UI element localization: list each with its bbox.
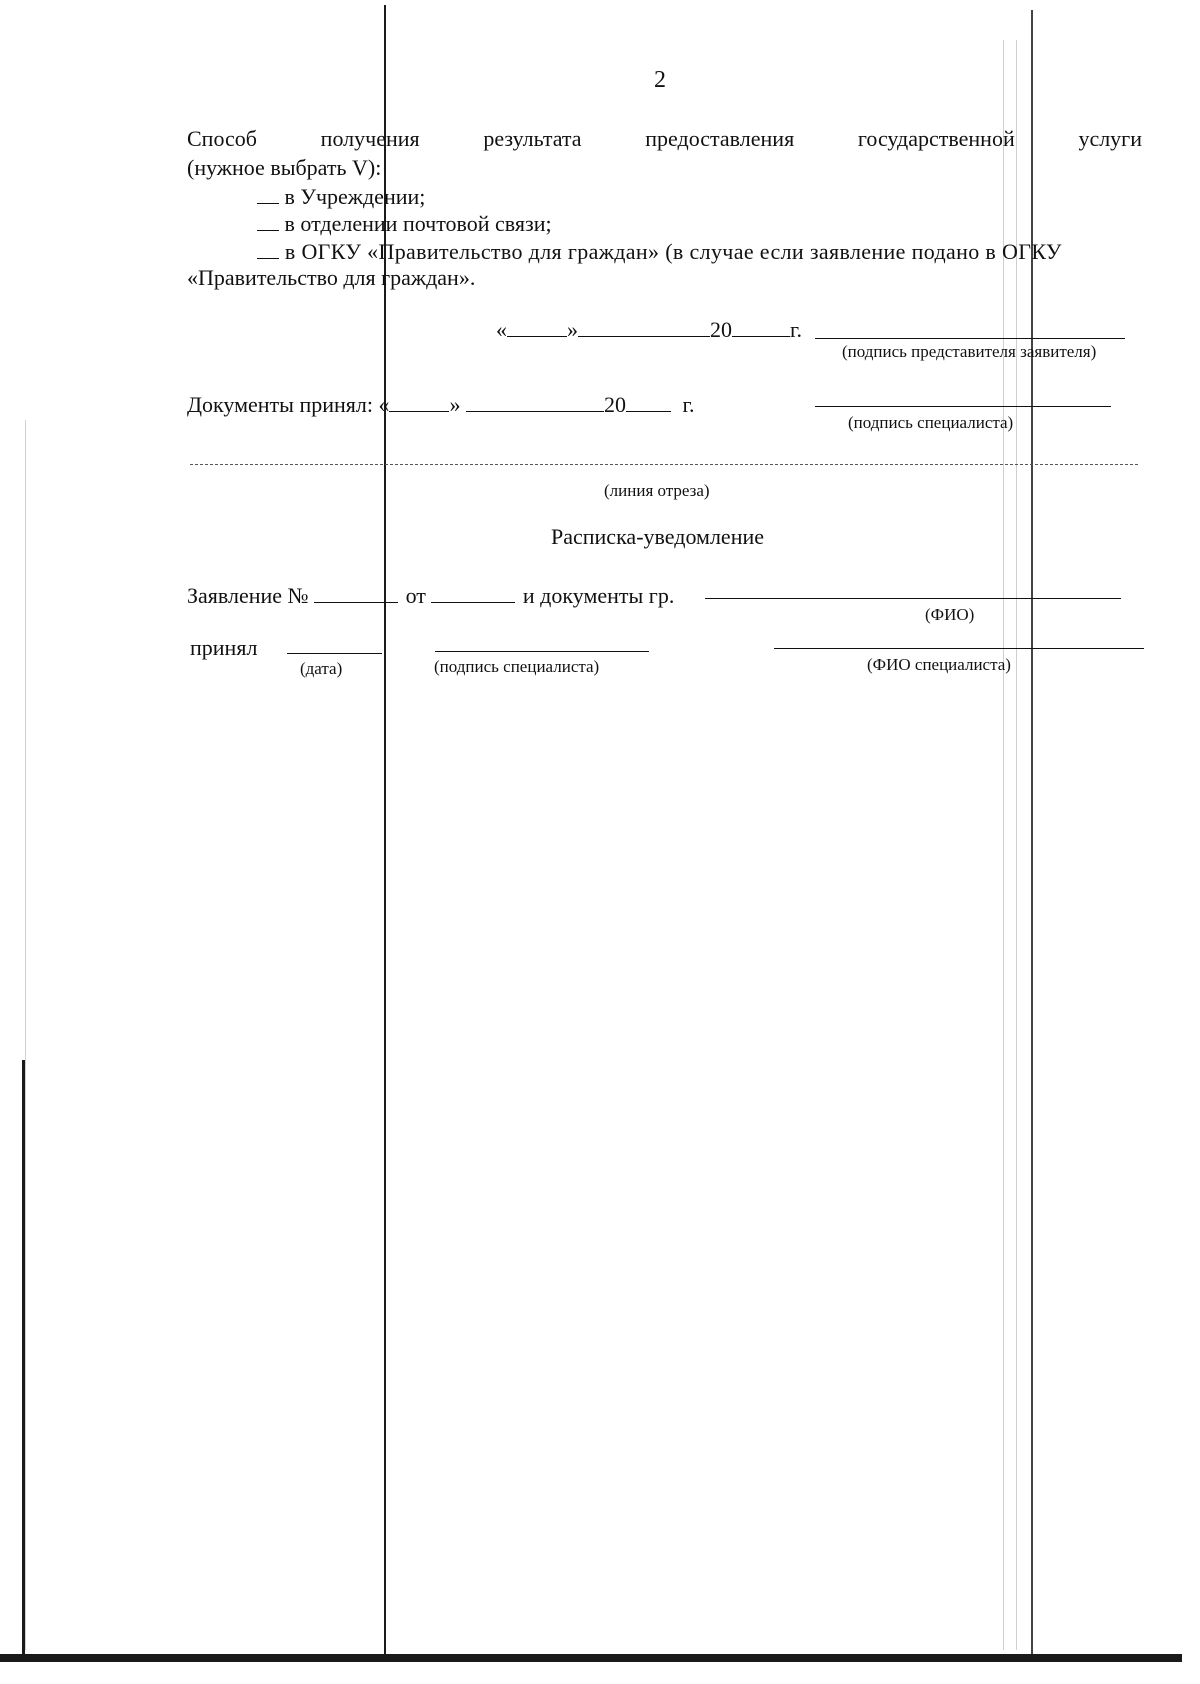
accepted-signature-caption: (подпись специалиста): [434, 657, 600, 676]
day-blank: [389, 393, 449, 412]
applicant-fio-field[interactable]: [705, 598, 1121, 599]
checkbox-blank: [257, 185, 279, 204]
scan-faint-line: [1016, 40, 1017, 1650]
year-blank: [732, 318, 790, 337]
specialist-signature-caption: (подпись специалиста): [848, 413, 1014, 432]
quote-open: «: [496, 317, 507, 342]
checkbox-blank: [257, 240, 279, 259]
delivery-method-heading: [187, 128, 1142, 150]
applicant-signature-caption: (подпись представителя заявителя): [842, 342, 1097, 361]
year-prefix: 20: [603, 392, 626, 417]
option-label: в отделении почтовой связи;: [284, 211, 552, 236]
year-suffix: г.: [790, 317, 803, 342]
scan-faint-line: [1003, 40, 1004, 1650]
day-blank: [507, 318, 567, 337]
application-label: Заявление №: [187, 583, 309, 608]
scan-faint-line: [25, 420, 26, 1650]
heading-word: предоставления: [645, 126, 795, 151]
accepted-signature-field[interactable]: [435, 651, 649, 652]
documents-label: и документы гр.: [522, 583, 675, 608]
receipt-title: Расписка-уведомление: [551, 524, 765, 549]
cut-line-caption: (линия отреза): [604, 481, 710, 500]
documents-accepted-line: [187, 393, 695, 416]
option-label: в ОГКУ «Правительство для граждан» (в случае если заявление подано в ОГКУ: [284, 239, 1062, 264]
option-ogku: [257, 240, 1062, 263]
page-number: 2: [654, 67, 666, 93]
month-blank: [578, 318, 710, 337]
year-prefix: 20: [710, 317, 732, 342]
date-caption: (дата): [300, 659, 343, 678]
option-label: в Учреждении;: [284, 184, 426, 209]
year-blank: [626, 393, 671, 412]
scan-left-border: [22, 1060, 25, 1660]
heading-word: получения: [320, 126, 420, 151]
heading-word: услуги: [1078, 126, 1142, 151]
specialist-signature-field[interactable]: [815, 406, 1111, 407]
year-suffix: г.: [682, 392, 695, 417]
delivery-method-heading-line2: (нужное выбрать V):: [187, 155, 382, 180]
heading-word: Способ: [187, 126, 257, 151]
quote-close: »: [567, 317, 578, 342]
receipt-application-line: [187, 584, 674, 607]
application-date-blank[interactable]: [431, 584, 515, 603]
scan-bottom-border: [0, 1654, 1182, 1662]
fio-caption: (ФИО): [925, 605, 975, 624]
option-ogku-line2: «Правительство для граждан».: [187, 265, 476, 290]
quote-open: «: [378, 392, 390, 417]
option-post-office: [257, 212, 552, 235]
quote-close: »: [449, 392, 461, 417]
specialist-fio-caption: (ФИО специалиста): [867, 655, 1011, 674]
checkbox-blank: [257, 212, 279, 231]
heading-word: результата: [483, 126, 582, 151]
documents-accepted-label: Документы принял:: [187, 392, 373, 417]
applicant-signature-field[interactable]: [815, 338, 1125, 339]
accepted-date-field[interactable]: [287, 653, 382, 654]
accepted-label: принял: [190, 635, 258, 660]
heading-word: государственной: [857, 126, 1015, 151]
from-label: от: [405, 583, 426, 608]
option-institution: [257, 185, 425, 208]
cut-line: [190, 464, 1138, 465]
specialist-fio-field[interactable]: [774, 648, 1144, 649]
application-number-blank[interactable]: [314, 584, 398, 603]
month-blank: [466, 393, 604, 412]
applicant-date-line: [496, 318, 802, 341]
